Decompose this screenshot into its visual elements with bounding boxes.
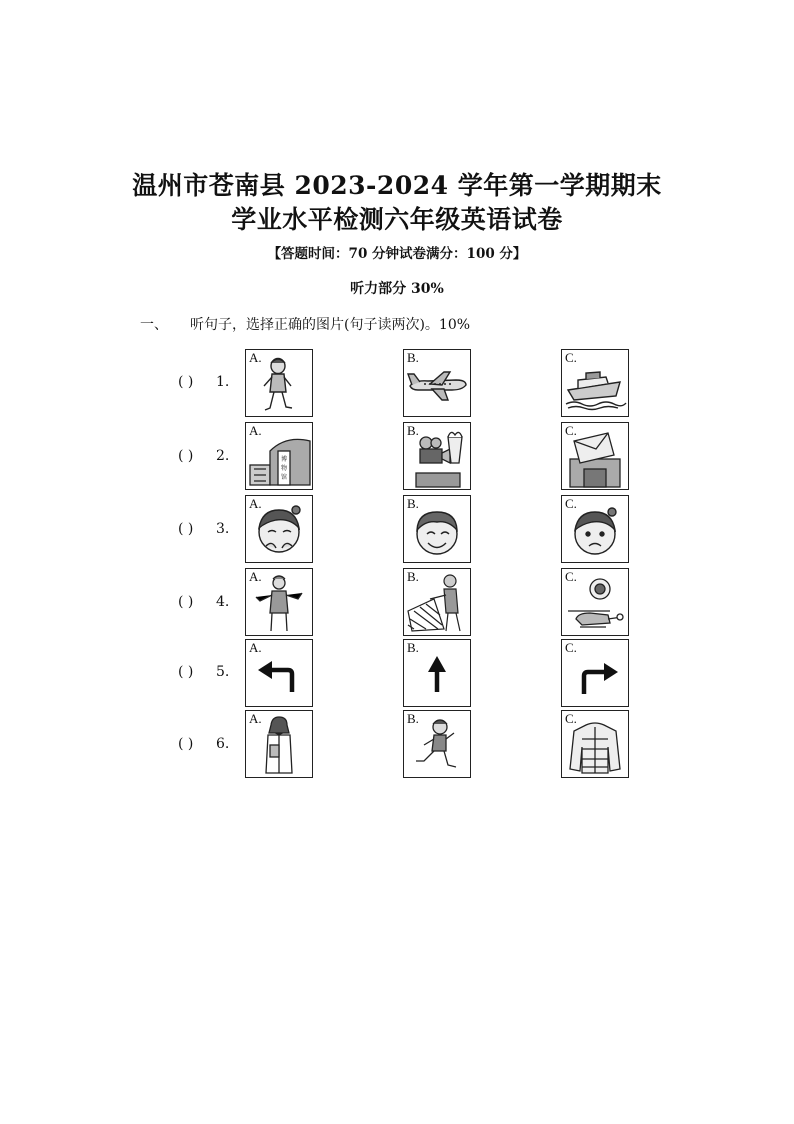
cinema-icon bbox=[404, 423, 470, 489]
option-letter: A. bbox=[249, 711, 262, 726]
option-letter: B. bbox=[407, 711, 419, 726]
option-letter: B. bbox=[407, 350, 419, 365]
post-office-icon bbox=[562, 423, 628, 489]
option-letter: B. bbox=[407, 569, 419, 584]
turn-left-arrow-icon bbox=[246, 640, 312, 706]
listening-part-heading: 听力部分 30% bbox=[350, 281, 444, 297]
q3-option-c[interactable] bbox=[561, 495, 629, 563]
option-letter: B. bbox=[407, 423, 419, 438]
fisherman-icon bbox=[404, 569, 470, 635]
jacket-icon bbox=[562, 711, 628, 777]
running-boy-icon bbox=[404, 711, 470, 777]
turn-right-arrow-icon bbox=[562, 640, 628, 706]
doctor-icon bbox=[246, 711, 312, 777]
q1-option-c[interactable] bbox=[561, 349, 629, 417]
section-number: 一、 bbox=[140, 317, 168, 333]
q5-option-a[interactable] bbox=[245, 639, 313, 707]
option-letter: C. bbox=[565, 423, 577, 438]
answer-blank[interactable]: ( ) bbox=[178, 594, 194, 610]
q2-option-c[interactable] bbox=[561, 422, 629, 490]
answer-blank[interactable]: ( ) bbox=[178, 664, 194, 680]
q4-option-b[interactable] bbox=[403, 568, 471, 636]
q6-option-c[interactable] bbox=[561, 710, 629, 778]
svg-text:博: 博 bbox=[280, 456, 288, 463]
option-letter: A. bbox=[249, 640, 262, 655]
ship-icon bbox=[562, 350, 628, 416]
go-straight-arrow-icon bbox=[404, 640, 470, 706]
option-letter: C. bbox=[565, 711, 577, 726]
answer-blank[interactable]: ( ) bbox=[178, 736, 194, 752]
q1-option-b[interactable] bbox=[403, 349, 471, 417]
exam-title-line2: 学业水平检测六年级英语试卷 bbox=[231, 205, 563, 234]
option-letter: C. bbox=[565, 350, 577, 365]
svg-text:物: 物 bbox=[280, 465, 288, 472]
option-letter: C. bbox=[565, 569, 577, 584]
q6-option-a[interactable] bbox=[245, 710, 313, 778]
option-letter: A. bbox=[249, 423, 262, 438]
svg-text:馆: 馆 bbox=[280, 474, 288, 481]
option-letter: A. bbox=[249, 569, 262, 584]
option-letter: C. bbox=[565, 496, 577, 511]
walking-boy-icon bbox=[246, 350, 312, 416]
option-letter: A. bbox=[249, 350, 262, 365]
answer-blank[interactable]: ( ) bbox=[178, 521, 194, 537]
option-letter: B. bbox=[407, 496, 419, 511]
question-1-label bbox=[178, 374, 229, 390]
q4-option-c[interactable] bbox=[561, 568, 629, 636]
mechanic-icon bbox=[246, 569, 312, 635]
option-letter: B. bbox=[407, 640, 419, 655]
q2-option-a[interactable] bbox=[245, 422, 313, 490]
question-number: 2. bbox=[216, 448, 230, 464]
q1-option-a[interactable] bbox=[245, 349, 313, 417]
helicopter-pilot-icon bbox=[562, 569, 628, 635]
option-letter: C. bbox=[565, 640, 577, 655]
question-6-label bbox=[178, 736, 229, 752]
q5-option-c[interactable] bbox=[561, 639, 629, 707]
museum-icon bbox=[246, 423, 312, 489]
q4-option-a[interactable] bbox=[245, 568, 313, 636]
question-number: 4. bbox=[216, 594, 230, 610]
answer-blank[interactable]: ( ) bbox=[178, 448, 194, 464]
answer-blank[interactable]: ( ) bbox=[178, 374, 194, 390]
q5-option-b[interactable] bbox=[403, 639, 471, 707]
exam-title-line1: 温州市苍南县 2023-2024 学年第一学期期末 bbox=[132, 171, 662, 200]
happy-boy-icon bbox=[404, 496, 470, 562]
question-number: 6. bbox=[216, 736, 230, 752]
question-2-label bbox=[178, 448, 229, 464]
airplane-icon bbox=[404, 350, 470, 416]
exam-time-score-info: 【答题时间：70 分钟试卷满分：100 分】 bbox=[267, 246, 527, 262]
q3-option-a[interactable] bbox=[245, 495, 313, 563]
section-instruction: 听句子，选择正确的图片(句子读两次)。10% bbox=[190, 317, 471, 333]
crying-girl-icon bbox=[246, 496, 312, 562]
question-4-label bbox=[178, 594, 229, 610]
section-1-heading bbox=[140, 314, 470, 334]
question-3-label bbox=[178, 521, 229, 537]
worried-girl-icon bbox=[562, 496, 628, 562]
question-number: 5. bbox=[216, 664, 230, 680]
question-number: 1. bbox=[216, 374, 230, 390]
q2-option-b[interactable] bbox=[403, 422, 471, 490]
option-letter: A. bbox=[249, 496, 262, 511]
question-5-label bbox=[178, 664, 229, 680]
question-number: 3. bbox=[216, 521, 230, 537]
q3-option-b[interactable] bbox=[403, 495, 471, 563]
q6-option-b[interactable] bbox=[403, 710, 471, 778]
